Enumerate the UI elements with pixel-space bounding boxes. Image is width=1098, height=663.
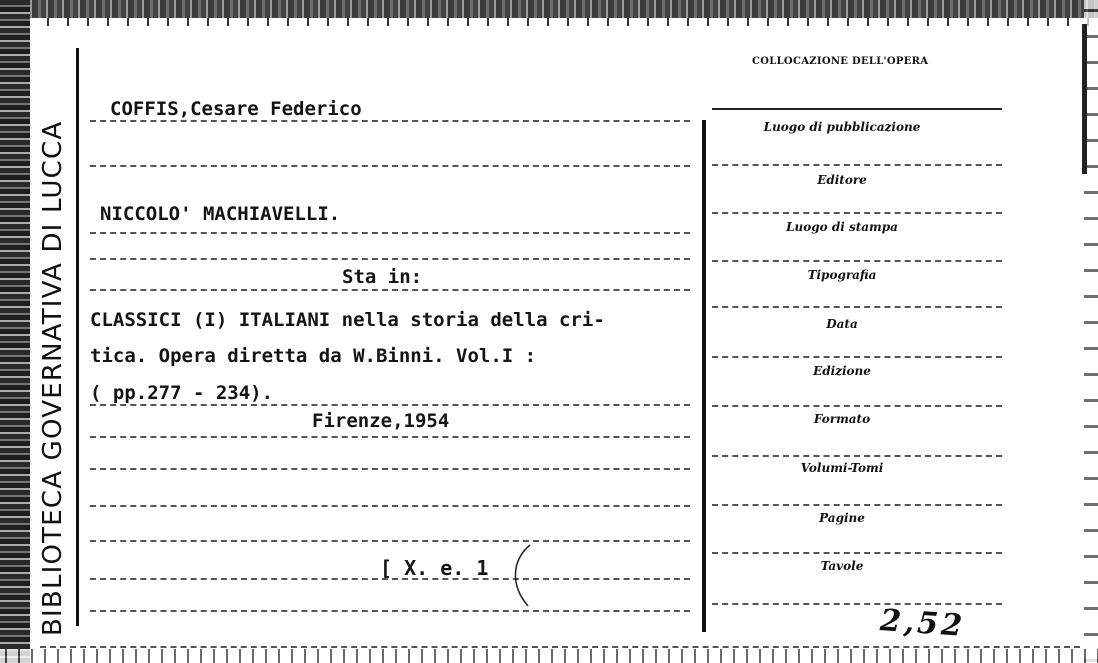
collocation-line — [712, 260, 1002, 262]
card-line — [90, 258, 690, 260]
collocation-header: COLLOCAZIONE DELL'OPERA — [752, 56, 929, 67]
field-pagine: Pagine — [819, 511, 865, 525]
collocation-line — [712, 356, 1002, 358]
field-volumi-tomi: Volumi-Tomi — [800, 461, 884, 475]
handwritten-number: 2,52 — [878, 603, 967, 644]
card-line — [90, 289, 690, 291]
scan-bottom-edge — [0, 649, 1098, 663]
field-editore: Editore — [817, 173, 867, 187]
in-label: Sta in: — [342, 266, 423, 288]
card-bottom-line — [40, 646, 1080, 648]
collocation-line — [712, 108, 1002, 110]
card-line — [90, 120, 690, 122]
field-luogo-di-pubblicazione: Luogo di pubblicazione — [763, 120, 921, 134]
source-line-2: tica. Opera diretta da W.Binni. Vol.I : — [90, 345, 537, 367]
margin-rule — [76, 48, 79, 626]
collocation-line — [712, 212, 1002, 214]
collocation-line — [712, 603, 1002, 605]
scan-top-edge-noise — [0, 18, 1098, 26]
card-line — [90, 232, 690, 234]
library-name: BIBLIOTECA GOVERNATIVA DI LUCCA — [38, 120, 68, 636]
field-luogo-di-stampa: Luogo di stampa — [786, 220, 898, 234]
collocation-column-rule — [702, 120, 706, 632]
scan-left-edge — [0, 0, 30, 663]
collocation-line — [712, 504, 1002, 506]
pencil-mark-icon — [500, 540, 540, 610]
title-entry: NICCOLO' MACHIAVELLI. — [100, 203, 341, 225]
card-line — [90, 404, 690, 406]
card-line — [90, 436, 690, 438]
collocation-line — [712, 455, 1002, 457]
collocation-line — [712, 552, 1002, 554]
card-line — [90, 540, 690, 542]
place-year-entry: Firenze,1954 — [312, 410, 450, 432]
card-line — [90, 505, 690, 507]
source-line-1: CLASSICI (I) ITALIANI nella storia della cri- — [90, 309, 605, 331]
field-tipografia: Tipografia — [807, 268, 877, 282]
collocation-line — [712, 306, 1002, 308]
shelfmark: [ X. e. 1 — [380, 556, 489, 580]
field-edizione: Edizione — [813, 364, 871, 378]
field-tavole: Tavole — [820, 559, 864, 573]
card-line — [90, 610, 690, 612]
pages-entry: ( pp.277 - 234). — [90, 382, 274, 404]
card-line — [90, 165, 690, 167]
card-line — [90, 468, 690, 470]
collocation-line — [712, 405, 1002, 407]
author-entry: COFFIS,Cesare Federico — [110, 98, 362, 120]
field-formato: Formato — [813, 412, 871, 426]
field-data: Data — [826, 317, 858, 331]
collocation-line — [712, 164, 1002, 166]
scan-right-bar — [1082, 24, 1087, 174]
